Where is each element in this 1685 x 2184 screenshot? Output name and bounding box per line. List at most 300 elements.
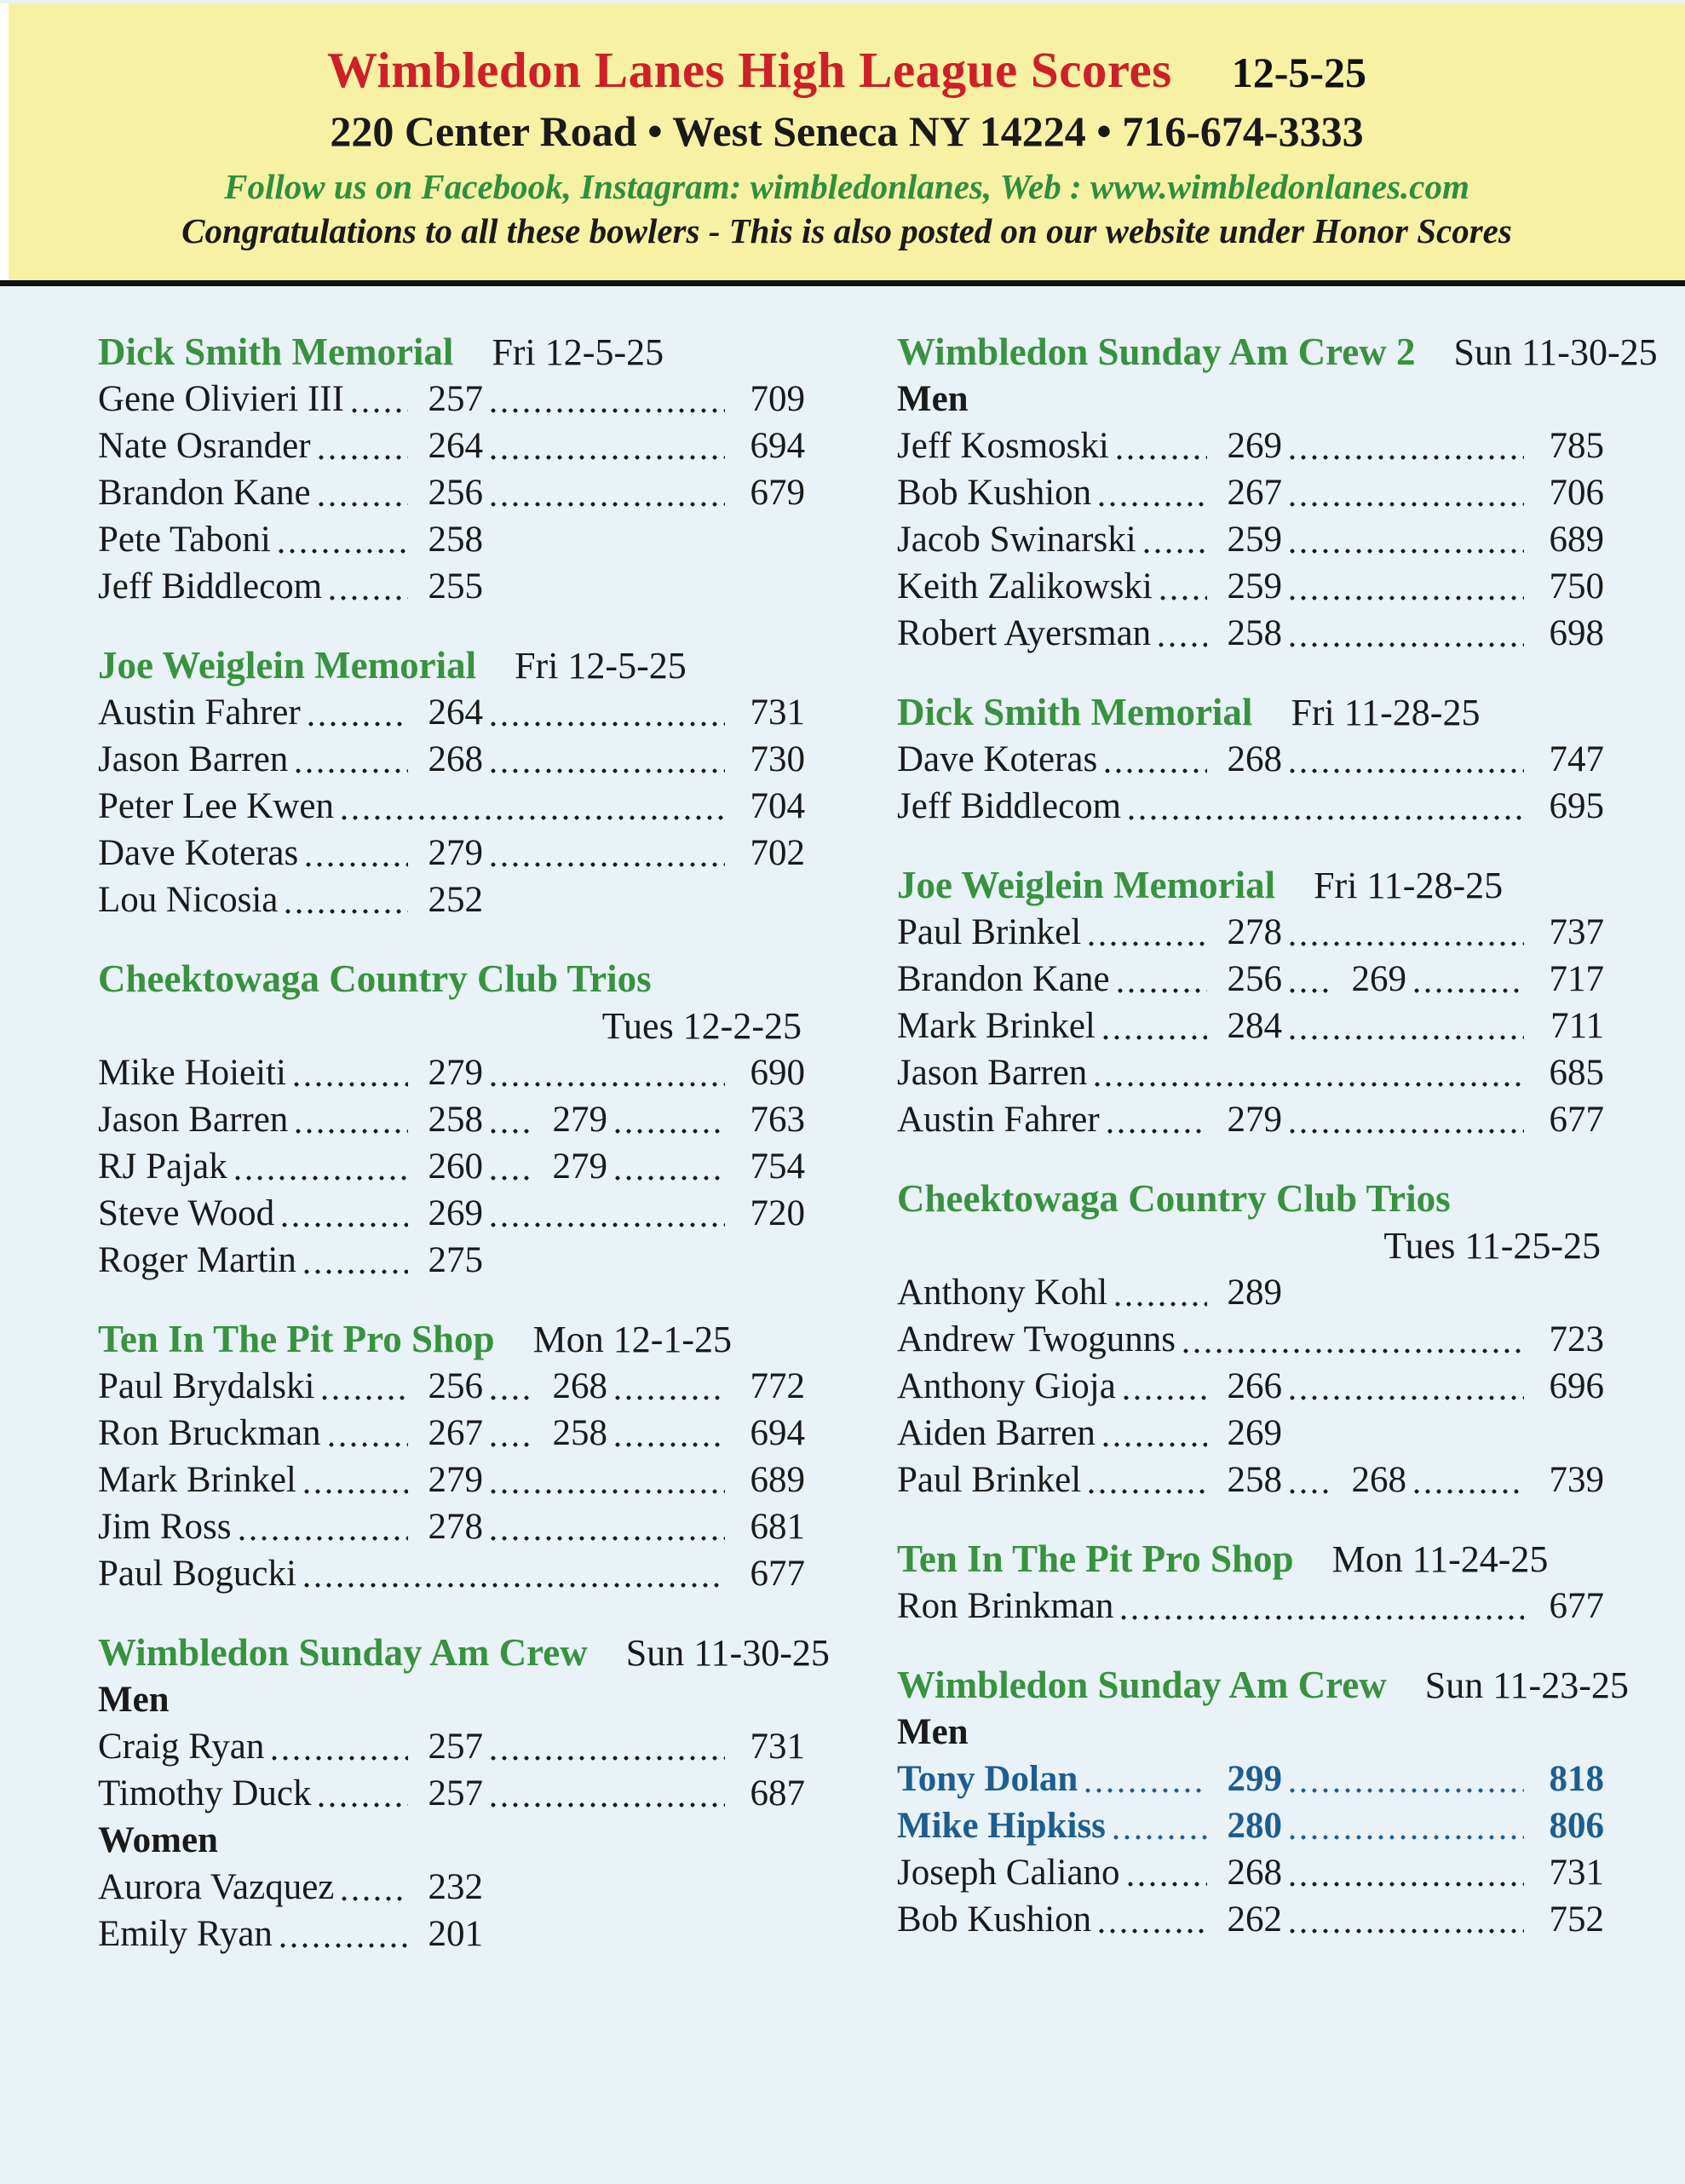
bowler-row: [98, 1550, 805, 1597]
bowler-row: [897, 956, 1604, 1003]
game-score: 256: [428, 1366, 483, 1406]
bowler-row: [98, 1237, 805, 1284]
game-score: 201: [428, 1914, 483, 1954]
dot-leader: [488, 1190, 725, 1237]
game-score: 264: [428, 693, 483, 733]
dot-leader: [339, 783, 725, 830]
game-score: 275: [428, 1240, 483, 1280]
dot-leader: [339, 1864, 408, 1911]
series-score: 677: [750, 1554, 805, 1594]
bowler-lead: [98, 1911, 483, 1957]
game-score: 268: [428, 739, 483, 779]
bowler-row: [897, 1316, 1604, 1363]
dot-leader: [1114, 422, 1207, 469]
series-score: 681: [750, 1507, 805, 1547]
series-score: 818: [1549, 1759, 1604, 1799]
series-score: 731: [750, 693, 805, 733]
bowler-name: Lou Nicosia: [98, 880, 279, 920]
dot-leader: [488, 830, 725, 876]
bowler-lead: [98, 1190, 483, 1237]
section-header: [897, 1662, 1629, 1709]
dot-leader: [316, 1770, 408, 1817]
bowler-lead: [897, 736, 1282, 783]
dot-leader: [1119, 1583, 1524, 1629]
league-date: Tues 12-2-25: [601, 1005, 802, 1047]
bowler-row: [897, 469, 1604, 516]
game-score: 278: [428, 1507, 483, 1547]
game-score: 284: [1227, 1006, 1282, 1046]
league-date: Fri 11-28-25: [1291, 692, 1481, 733]
game-score: 268: [1227, 1853, 1282, 1893]
bowler-name: Paul Brydalski: [98, 1366, 315, 1406]
dot-leader: [1142, 516, 1207, 563]
bowler-lead: [98, 1363, 483, 1410]
dot-leader: [1158, 563, 1207, 610]
dot-leader: [1126, 783, 1524, 830]
dot-leader: [1083, 1756, 1207, 1802]
game-score-2: 268: [552, 1366, 607, 1406]
bowler-row: [98, 1770, 805, 1817]
series-score: 806: [1549, 1806, 1604, 1846]
bowler-row: [98, 1363, 805, 1410]
dot-leader: [1287, 736, 1524, 783]
game-score: 267: [1227, 473, 1282, 513]
bowler-name: Jacob Swinarski: [897, 520, 1136, 560]
bowler-lead: [98, 736, 483, 783]
bowler-name: Emily Ryan: [98, 1914, 273, 1954]
game-score: 266: [1227, 1366, 1282, 1406]
league-section: [897, 1662, 1629, 1943]
dot-leader: [488, 689, 725, 736]
bowler-row: [98, 1410, 805, 1457]
dot-leader: [488, 1096, 532, 1143]
bowler-row: [897, 1849, 1604, 1896]
dot-leader: [488, 1049, 725, 1096]
bowler-name: Dave Koteras: [897, 739, 1098, 779]
bowler-row: [897, 1363, 1604, 1410]
game-score: 299: [1227, 1759, 1282, 1799]
bowler-name: Jason Barren: [897, 1053, 1088, 1093]
section-header: [98, 1316, 805, 1363]
game-score: 268: [1227, 739, 1282, 779]
dot-leader: [488, 1503, 725, 1550]
bowler-row: [98, 1723, 805, 1770]
series-score: 754: [750, 1147, 805, 1187]
game-score: 279: [428, 1460, 483, 1500]
series-score: 679: [750, 473, 805, 513]
league-title: Wimbledon Sunday Am Crew 2: [897, 330, 1416, 373]
section-header: [98, 1629, 830, 1676]
bowler-lead: [98, 1770, 483, 1817]
series-score: 730: [750, 739, 805, 779]
game-score: 257: [428, 1773, 483, 1813]
league-title: Dick Smith Memorial: [98, 330, 454, 373]
bowler-name: Paul Brinkel: [897, 912, 1082, 952]
dot-leader: [1287, 1457, 1331, 1503]
bowler-row: [897, 1096, 1604, 1143]
bowler-name: Joseph Caliano: [897, 1853, 1120, 1893]
dot-leader: [1113, 1269, 1207, 1316]
dot-leader: [1102, 736, 1207, 783]
bowler-lead: [897, 1003, 1282, 1049]
bowler-name: Andrew Twogunns: [897, 1319, 1176, 1359]
dot-leader: [306, 689, 408, 736]
series-score: 723: [1549, 1319, 1604, 1359]
gender-subheader: Men: [897, 1712, 969, 1752]
bowler-row: [897, 1583, 1604, 1629]
league-section: [98, 1316, 805, 1597]
dot-leader: [612, 1363, 725, 1410]
bowler-name: Timothy Duck: [98, 1773, 312, 1813]
bowler-name: Steve Wood: [98, 1193, 275, 1233]
gender-subheader: Men: [98, 1680, 170, 1720]
bowler-name: Anthony Kohl: [897, 1273, 1108, 1313]
series-score: 689: [750, 1460, 805, 1500]
bowler-lead: [897, 1457, 1282, 1503]
dot-leader: [1096, 1896, 1207, 1943]
game-score: 278: [1227, 912, 1282, 952]
league-date: Fri 12-5-25: [492, 331, 664, 373]
game-score: 264: [428, 426, 483, 466]
bowler-name: Keith Zalikowski: [897, 566, 1153, 606]
series-score: 739: [1549, 1460, 1604, 1500]
bowler-name: Roger Martin: [98, 1240, 296, 1280]
series-score: 689: [1549, 520, 1604, 560]
bowler-name: Peter Lee Kwen: [98, 786, 334, 826]
dot-leader: [291, 1049, 408, 1096]
bowler-row: [897, 563, 1604, 610]
league-title: Ten In The Pit Pro Shop: [98, 1318, 495, 1360]
bowler-lead: [897, 1756, 1282, 1802]
league-date: Fri 12-5-25: [515, 645, 687, 687]
league-date: Tues 11-25-25: [1383, 1225, 1601, 1267]
dot-leader: [1287, 1003, 1524, 1049]
game-score-2: 258: [552, 1413, 607, 1453]
league-title: Joe Weiglein Memorial: [98, 644, 477, 687]
bowler-lead: [98, 1723, 483, 1770]
dot-leader: [1287, 909, 1524, 956]
league-section: [897, 862, 1604, 1143]
game-score: 256: [1227, 959, 1282, 999]
section-header: [98, 642, 805, 689]
bowler-lead: [897, 516, 1282, 563]
league-title: Dick Smith Memorial: [897, 691, 1253, 733]
dot-leader: [302, 1237, 408, 1284]
bowler-name: Mike Hipkiss: [897, 1806, 1106, 1846]
bowler-lead: [98, 1049, 483, 1096]
bowler-row: [98, 876, 805, 923]
dot-leader: [279, 1190, 408, 1237]
congrats-line: Congratulations to all these bowlers - This is also posted on our website under Honor Scores: [181, 211, 1512, 250]
bowler-name: Gene Olivieri III: [98, 379, 344, 419]
series-score: 698: [1549, 613, 1604, 653]
flyer-header: [0, 3, 1685, 286]
dot-leader: [488, 422, 725, 469]
bowler-name: Bob Kushion: [897, 473, 1092, 513]
dot-leader: [1092, 1049, 1524, 1096]
dot-leader: [349, 376, 408, 422]
bowler-row: [897, 783, 1604, 830]
game-score: 262: [1227, 1900, 1282, 1940]
bowler-row: [897, 736, 1604, 783]
gender-subheader: Women: [98, 1820, 218, 1860]
bowler-lead: [98, 1457, 483, 1503]
game-score: 258: [428, 1100, 483, 1140]
series-score: 677: [1549, 1100, 1604, 1140]
dot-leader: [1287, 516, 1524, 563]
league-date: Mon 12-1-25: [532, 1319, 733, 1360]
dot-leader: [488, 1363, 532, 1410]
series-score: 731: [750, 1727, 805, 1767]
dot-leader: [269, 1723, 408, 1770]
series-score: 706: [1549, 473, 1604, 513]
bowler-lead: [98, 830, 483, 876]
title-line: [29, 41, 1665, 100]
dot-leader: [283, 876, 408, 923]
league-section: [897, 689, 1604, 830]
dot-leader: [1287, 1756, 1524, 1802]
series-score: 772: [750, 1366, 805, 1406]
bowler-lead: [897, 469, 1282, 516]
dot-leader: [488, 1410, 532, 1457]
dot-leader: [278, 1911, 408, 1957]
dot-leader: [1287, 956, 1331, 1003]
bowler-lead: [897, 1269, 1282, 1316]
game-score: 258: [1227, 613, 1282, 653]
bowler-row: [98, 689, 805, 736]
bowler-name: Anthony Gioja: [897, 1366, 1116, 1406]
bowler-row: [98, 376, 805, 422]
game-score: 252: [428, 880, 483, 920]
bowler-lead: [897, 1410, 1282, 1457]
dot-leader: [1121, 1363, 1207, 1410]
bowler-lead: [98, 1237, 483, 1284]
section-header: [897, 1536, 1604, 1583]
bowler-name: Ron Bruckman: [98, 1413, 321, 1453]
bowler-name: Pete Taboni: [98, 520, 271, 560]
bowler-name: Ron Brinkman: [897, 1586, 1114, 1626]
game-score-2: 279: [552, 1100, 607, 1140]
left-column: [98, 329, 830, 1990]
bowler-row: [897, 1269, 1604, 1316]
bowler-name: Jim Ross: [98, 1507, 232, 1547]
bowler-lead: [897, 1096, 1282, 1143]
section-header: [98, 956, 805, 1003]
bowler-row: [897, 1457, 1604, 1503]
bowler-name: Jeff Kosmoski: [897, 426, 1109, 466]
series-score: 696: [1549, 1366, 1604, 1406]
bowler-row: [897, 909, 1604, 956]
bowler-row: [98, 422, 805, 469]
bowler-name: Austin Fahrer: [897, 1100, 1100, 1140]
bowler-row: [897, 1049, 1604, 1096]
bowler-lead: [897, 422, 1282, 469]
game-score: 257: [428, 1727, 483, 1767]
bowler-row: [98, 736, 805, 783]
series-score: 702: [750, 833, 805, 873]
bowler-row: [98, 1864, 805, 1911]
dot-leader: [1086, 1457, 1207, 1503]
league-date: Sun 11-23-25: [1424, 1664, 1629, 1706]
dot-leader: [233, 1143, 408, 1190]
series-score: 677: [1549, 1586, 1604, 1626]
bowler-lead: [897, 1849, 1282, 1896]
address-line: 220 Center Road • West Seneca NY 14224 • 716-674-3333: [330, 107, 1364, 155]
dot-leader: [1096, 469, 1207, 516]
game-score: 269: [428, 1193, 483, 1233]
dot-leader: [1412, 1457, 1524, 1503]
dot-leader: [1105, 1096, 1207, 1143]
dot-leader: [1181, 1316, 1524, 1363]
bowler-lead: [897, 1802, 1282, 1849]
game-score: 289: [1227, 1273, 1282, 1313]
bowler-row: [98, 1190, 805, 1237]
series-score: 763: [750, 1100, 805, 1140]
game-score: 255: [428, 566, 483, 606]
bowler-row: [897, 1410, 1604, 1457]
bowler-row: [98, 1503, 805, 1550]
bowler-row: [98, 1143, 805, 1190]
league-date: Mon 11-24-25: [1331, 1538, 1549, 1580]
bowler-row: [897, 516, 1604, 563]
bowler-name: Mark Brinkel: [897, 1006, 1096, 1046]
series-score: 695: [1549, 786, 1604, 826]
series-score: 687: [750, 1773, 805, 1813]
dot-leader: [1287, 563, 1524, 610]
bowler-row: [897, 1756, 1604, 1802]
game-score-2: 279: [552, 1147, 607, 1187]
bowler-row: [98, 1457, 805, 1503]
game-score: 269: [1227, 1413, 1282, 1453]
game-score: 267: [428, 1413, 483, 1453]
bowler-lead: [98, 1410, 483, 1457]
flyer-header-banner: [9, 3, 1685, 280]
series-score: 709: [750, 379, 805, 419]
league-title: Cheektowaga Country Club Trios: [98, 957, 652, 1000]
bowler-lead: [98, 516, 483, 563]
league-section: [897, 1536, 1604, 1629]
dot-leader: [1287, 1096, 1524, 1143]
dot-leader: [488, 1143, 532, 1190]
dot-leader: [488, 469, 725, 516]
league-title: Joe Weiglein Memorial: [897, 864, 1276, 906]
bowler-lead: [897, 909, 1282, 956]
league-title: Wimbledon Sunday Am Crew: [897, 1664, 1387, 1706]
bowler-name: Mark Brinkel: [98, 1460, 296, 1500]
series-score: 704: [750, 786, 805, 826]
bowler-name: Jason Barren: [98, 739, 289, 779]
dot-leader: [293, 736, 408, 783]
bowler-name: Brandon Kane: [98, 473, 311, 513]
social-line: Follow us on Facebook, Instagram: wimbledonlanes, Web : www.wimbledonlanes.com: [224, 167, 1469, 206]
dot-leader: [1287, 1896, 1524, 1943]
bowler-lead: [98, 422, 483, 469]
dot-leader: [319, 1363, 408, 1410]
bowler-name: Aiden Barren: [897, 1413, 1096, 1453]
dot-leader: [488, 1457, 725, 1503]
game-score: 259: [1227, 520, 1282, 560]
page-title: Wimbledon Lanes High League Scores: [326, 42, 1172, 98]
dot-leader: [316, 422, 408, 469]
league-section: [98, 1629, 830, 1957]
bowler-row: [897, 1003, 1604, 1049]
bowler-row: [98, 469, 805, 516]
game-score: 257: [428, 379, 483, 419]
game-score: 232: [428, 1867, 483, 1907]
league-title: Wimbledon Sunday Am Crew: [98, 1631, 588, 1674]
dot-leader: [612, 1143, 725, 1190]
bowler-lead: [897, 1363, 1282, 1410]
league-title: Cheektowaga Country Club Trios: [897, 1177, 1451, 1220]
bowler-name: Jeff Biddlecom: [98, 566, 323, 606]
bowler-row: [897, 1896, 1604, 1943]
league-section: [897, 1175, 1604, 1503]
dot-leader: [1101, 1003, 1207, 1049]
dot-leader: [1412, 956, 1524, 1003]
bowler-row: [98, 1911, 805, 1957]
bowler-name: Craig Ryan: [98, 1727, 265, 1767]
dot-leader: [302, 1457, 408, 1503]
game-score: 280: [1227, 1806, 1282, 1846]
dot-leader: [302, 1550, 725, 1597]
dot-leader: [1125, 1849, 1207, 1896]
dot-leader: [1287, 1802, 1524, 1849]
bowler-row: [98, 783, 805, 830]
bowler-row: [897, 610, 1604, 657]
dot-leader: [1287, 1849, 1524, 1896]
game-score-2: 269: [1351, 959, 1406, 999]
bowler-name: Brandon Kane: [897, 959, 1110, 999]
bowler-row: [897, 1802, 1604, 1849]
game-score: 258: [428, 520, 483, 560]
game-score: 269: [1227, 426, 1282, 466]
bowler-lead: [98, 689, 483, 736]
bowler-name: Bob Kushion: [897, 1900, 1092, 1940]
bowler-name: Dave Koteras: [98, 833, 299, 873]
bowler-row: [98, 563, 805, 610]
bowler-name: Mike Hoieiti: [98, 1053, 286, 1093]
bowler-lead: [98, 563, 483, 610]
dot-leader: [488, 1770, 725, 1817]
bowler-lead: [98, 1143, 483, 1190]
series-score: 690: [750, 1053, 805, 1093]
series-score: 720: [750, 1193, 805, 1233]
dot-leader: [488, 1723, 725, 1770]
bowler-lead: [897, 563, 1282, 610]
dot-leader: [1287, 422, 1524, 469]
dot-leader: [1287, 469, 1524, 516]
league-date: Sun 11-30-25: [625, 1632, 830, 1674]
dot-leader: [237, 1503, 408, 1550]
series-score: 711: [1550, 1006, 1604, 1046]
bowler-row: [98, 1096, 805, 1143]
right-column: [897, 329, 1658, 1990]
series-score: 685: [1549, 1053, 1604, 1093]
bowler-name: Tony Dolan: [897, 1759, 1078, 1799]
bowler-name: Jeff Biddlecom: [897, 786, 1122, 826]
bowler-name: Robert Ayersman: [897, 613, 1152, 653]
bowler-name: Jason Barren: [98, 1100, 289, 1140]
series-score: 694: [750, 426, 805, 466]
league-section: [897, 329, 1658, 657]
bowler-name: RJ Pajak: [98, 1147, 227, 1187]
section-header: [897, 862, 1604, 909]
dot-leader: [1111, 1802, 1207, 1849]
dot-leader: [488, 376, 725, 422]
bowler-lead: [98, 876, 483, 923]
page-date: 12-5-25: [1231, 49, 1367, 96]
bowler-lead: [98, 1096, 483, 1143]
